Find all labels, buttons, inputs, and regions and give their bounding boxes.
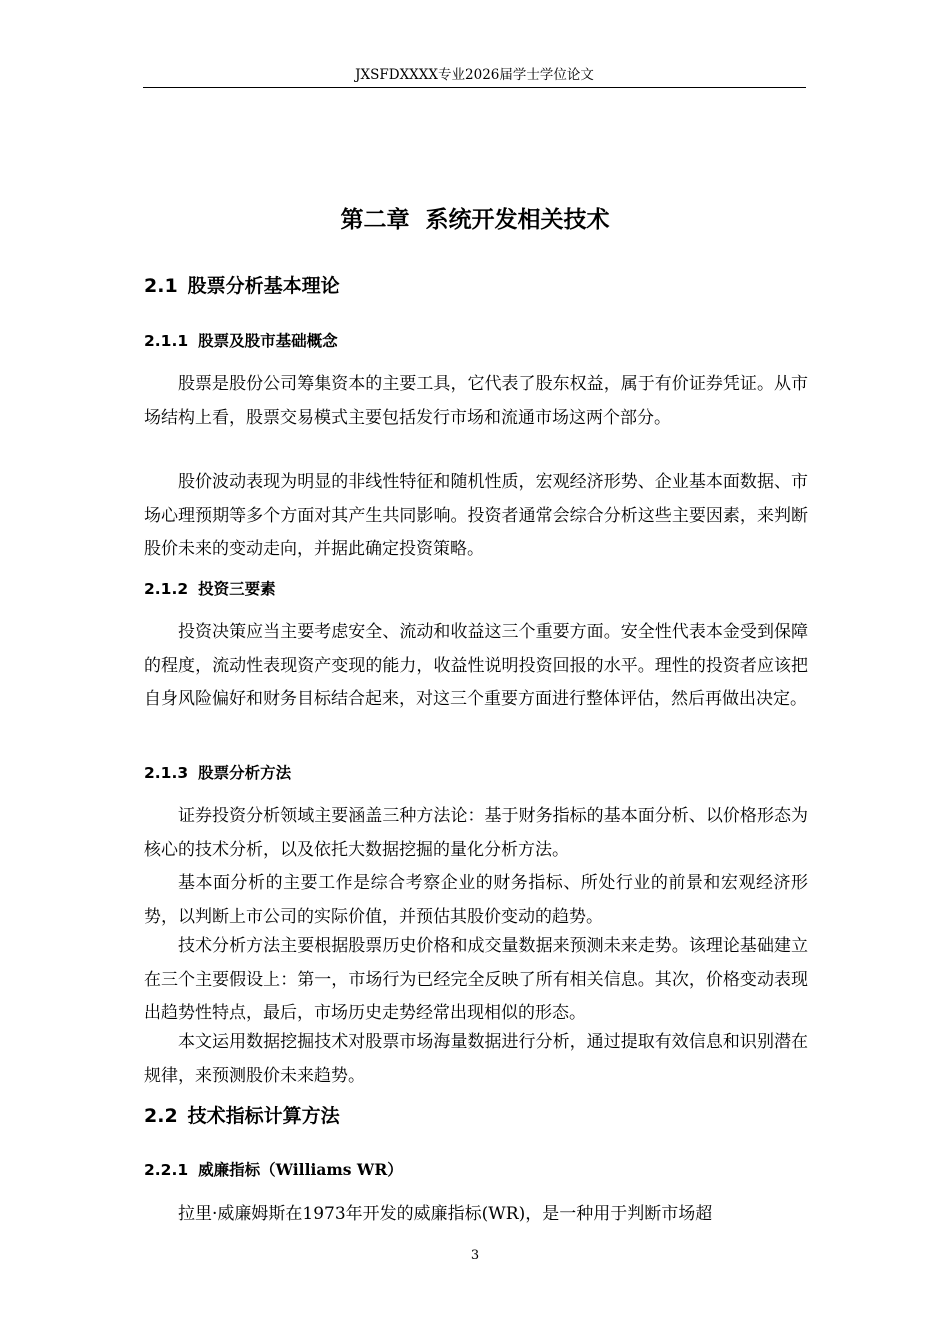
section-heading-2-2 bbox=[144, 1103, 340, 1129]
paragraph: 投资决策应当主要考虑安全、流动和收益这三个重要方面。安全性代表本金受到保障的程度，流动性表现资产变现的能力，收益性说明投资回报的水平。理性的投资者应该把自身风险偏好和财务目标结合起来，对这三个重要方面进行整体评估，然后再做出决定。 bbox=[144, 622, 808, 709]
subsection-heading-2-2-1 bbox=[144, 1159, 403, 1181]
chapter-title: 第二章 系统开发相关技术 bbox=[340, 207, 610, 233]
section-number: 2.1 bbox=[144, 275, 178, 297]
paragraph: 证券投资分析领域主要涵盖三种方法论：基于财务指标的基本面分析、以价格形态为核心的技术分析，以及依托大数据挖掘的量化分析方法。 bbox=[144, 806, 808, 860]
paragraph: 基本面分析的主要工作是综合考察企业的财务指标、所处行业的前景和宏观经济形势，以判断上市公司的实际价值，并预估其股价变动的趋势。 bbox=[144, 873, 808, 927]
subsection-title: 威廉指标 bbox=[198, 1161, 261, 1179]
subsection-number: 2.1.2 bbox=[144, 580, 189, 598]
section-title: 股票分析基本理论 bbox=[187, 275, 340, 297]
paragraph: 股票是股份公司筹集资本的主要工具，它代表了股东权益，属于有价证券凭证。从市场结构上看，股票交易模式主要包括发行市场和流通市场这两个部分。 bbox=[144, 374, 808, 428]
paragraph: 拉里·威廉姆斯在1973年开发的威廉指标(WR)，是一种用于判断市场超 bbox=[178, 1204, 713, 1224]
paragraph: 股价波动表现为明显的非线性特征和随机性质，宏观经济形势、企业基本面数据、市场心理预期等多个方面对其产生共同影响。投资者通常会综合分析这些主要因素，来判断股价未来的变动走向，并据此确定投资策略。 bbox=[144, 472, 808, 559]
subsection-title: 股票分析方法 bbox=[198, 764, 292, 782]
subsection-heading-2-1-3 bbox=[144, 762, 291, 784]
subsection-title-english: （Williams WR） bbox=[260, 1160, 403, 1179]
paragraph: 本文运用数据挖掘技术对股票市场海量数据进行分析，通过提取有效信息和识别潜在规律，来预测股价未来趋势。 bbox=[144, 1032, 808, 1086]
running-header: JXSFDXXXX专业2026届学士学位论文 bbox=[355, 67, 594, 83]
subsection-heading-2-1-1 bbox=[144, 330, 338, 352]
subsection-heading-2-1-2 bbox=[144, 578, 276, 600]
section-heading-2-1 bbox=[144, 273, 340, 299]
subsection-title: 投资三要素 bbox=[198, 580, 276, 598]
subsection-number: 2.2.1 bbox=[144, 1161, 189, 1179]
header-rule bbox=[143, 87, 806, 88]
page-number: 3 bbox=[470, 1248, 480, 1263]
subsection-number: 2.1.1 bbox=[144, 332, 189, 350]
subsection-title: 股票及股市基础概念 bbox=[198, 332, 338, 350]
section-number: 2.2 bbox=[144, 1105, 178, 1127]
paragraph: 技术分析方法主要根据股票历史价格和成交量数据来预测未来走势。该理论基础建立在三个主要假设上：第一，市场行为已经完全反映了所有相关信息。其次，价格变动表现出趋势性特点，最后，市场历史走势经常出现相似的形态。 bbox=[144, 936, 808, 1023]
section-title: 技术指标计算方法 bbox=[187, 1105, 340, 1127]
subsection-number: 2.1.3 bbox=[144, 764, 189, 782]
